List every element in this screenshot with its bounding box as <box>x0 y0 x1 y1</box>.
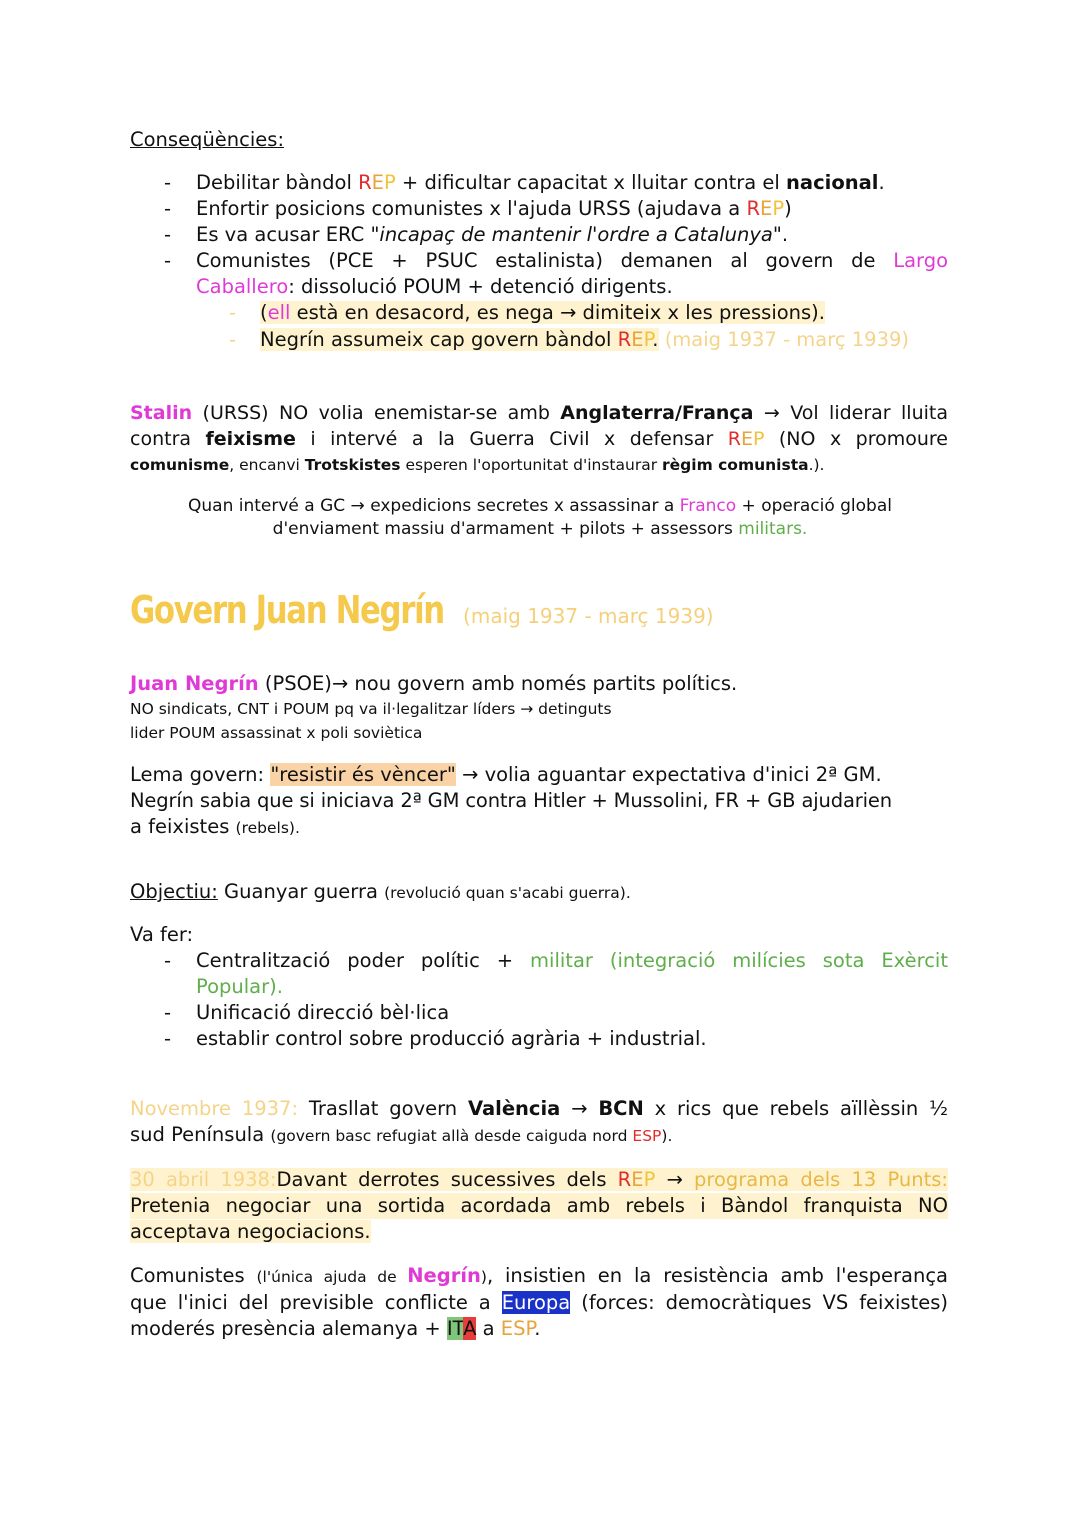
list-item: - establir control sobre producció agrària + industrial. <box>130 1026 948 1052</box>
lema-section: Lema govern: "resistir és vèncer" → volia aguantar expectativa d'inici 2ª GM. Negrín sabia que si iniciava 2ª GM contra Hitler + Mussolini, FR + GB ajudarien a feixistes (rebels). <box>130 763 892 838</box>
consequencies-heading: Conseqüències: <box>130 128 285 151</box>
consequencies-sublist <box>130 300 948 353</box>
abril-section: 30 abril 1938:Davant derrotes sucessives dels REP → programa dels 13 Punts: Pretenia negociar una sortida acordada amb rebels i Bàndol franquista NO acceptava negociacions. <box>130 1168 948 1243</box>
vafer-list <box>130 948 948 1052</box>
govern-header <box>130 588 1030 632</box>
list-item: - Centralització poder polític + militar (integració milícies sota Exèrcit Popular). <box>130 948 948 1000</box>
list-item: - Comunistes (PCE + PSUC estalinista) demanen al govern de Largo Caballero: dissolució POUM + detenció dirigents. <box>130 248 948 300</box>
list-item: - Unificació direcció bèl·lica <box>130 1000 948 1026</box>
title-date: (maig 1937 - març 1939) <box>456 604 714 628</box>
consequencies-list <box>130 170 948 300</box>
negrin-section: Juan Negrín (PSOE)→ nou govern amb només partits polítics. NO sindicats, CNT i POUM pq va il·legalitzar líders → detinguts lider POUM assassinat x poli soviètica <box>130 672 738 742</box>
list-item: - Enfortir posicions comunistes x l'ajuda URSS (ajudava a REP) <box>130 196 948 222</box>
objectiu-section: Objectiu: Guanyar guerra (revolució quan s'acabi guerra). <box>130 880 631 903</box>
stalin-note: Quan intervé a GC → expedicions secretes x assassinar a Franco + operació global d'enviament massiu d'armament + pilots + assessors militars. <box>188 496 892 539</box>
vafer-section: Va fer: - Centralització poder polític + militar (integració milícies sota Exèrcit Popular). - Unificació direcció bèl·lica - establir control sobre producció agrària + industrial. <box>130 922 948 1052</box>
list-item: - Es va acusar ERC "incapaç de mantenir l'ordre a Catalunya". <box>130 222 948 248</box>
list-item: - Debilitar bàndol REP + dificultar capacitat x lluitar contra el nacional. <box>130 170 948 196</box>
page-title: Govern Juan Negrín <box>130 588 444 632</box>
stalin-section: Stalin (URSS) NO volia enemistar-se amb Anglaterra/França → Vol liderar lluita contra feixisme i intervé a la Guerra Civil x defensar REP (NO x promoure comunisme, encanvi Trotskistes esperen l'oportunitat d'instaurar règim comunista.). <box>130 402 948 474</box>
comunistes-section: Comunistes (l'única ajuda de Negrín), insistien en la resistència amb l'esperança que l'inici del previsible conflicte a Europa (forces: democràtiques VS feixistes) moderés presència alemanya + ITA a ESP. <box>130 1264 948 1340</box>
novembre-section: Novembre 1937: Trasllat govern València → BCN x rics que rebels aïllèssin ½ sud Península (govern basc refugiat allà desde caiguda nord ESP). <box>130 1097 948 1146</box>
consequencies-section <box>130 127 948 353</box>
list-item: - Negrín assumeix cap govern bàndol REP. (maig 1937 - març 1939) <box>130 327 948 353</box>
list-item: - (ell està en desacord, es nega → dimiteix x les pressions). <box>130 300 948 326</box>
